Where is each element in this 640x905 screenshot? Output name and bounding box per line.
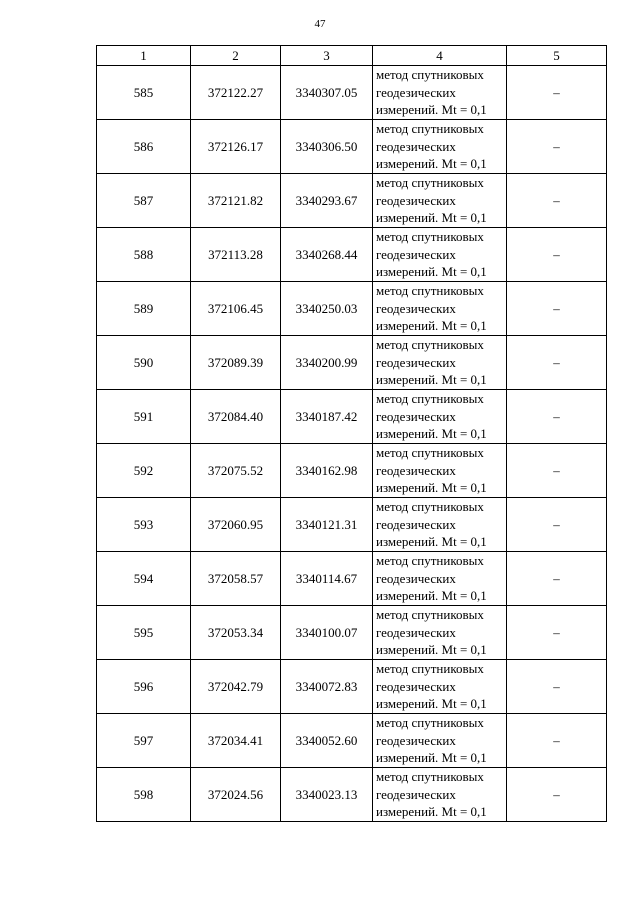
method-description: метод спутниковых геодезических измерений. Mt = 0,1 [373, 498, 507, 552]
y-coordinate: 3340023.13 [281, 768, 373, 822]
method-description: метод спутниковых геодезических измерений. Mt = 0,1 [373, 768, 507, 822]
table-header [97, 46, 607, 66]
note: – [507, 606, 607, 660]
x-coordinate: 372089.39 [191, 336, 281, 390]
point-number: 585 [97, 66, 191, 120]
method-description: метод спутниковых геодезических измерений. Mt = 0,1 [373, 282, 507, 336]
method-description: метод спутниковых геодезических измерений. Mt = 0,1 [373, 714, 507, 768]
note: – [507, 390, 607, 444]
y-coordinate: 3340250.03 [281, 282, 373, 336]
x-coordinate: 372024.56 [191, 768, 281, 822]
point-number: 589 [97, 282, 191, 336]
y-coordinate: 3340162.98 [281, 444, 373, 498]
method-description: метод спутниковых геодезических измерений. Mt = 0,1 [373, 228, 507, 282]
header-col-3: 3 [281, 46, 373, 66]
method-description: метод спутниковых геодезических измерений. Mt = 0,1 [373, 66, 507, 120]
method-description: метод спутниковых геодезических измерений. Mt = 0,1 [373, 606, 507, 660]
method-description: метод спутниковых геодезических измерений. Mt = 0,1 [373, 444, 507, 498]
x-coordinate: 372034.41 [191, 714, 281, 768]
table-row [97, 174, 607, 228]
note: – [507, 120, 607, 174]
y-coordinate: 3340052.60 [281, 714, 373, 768]
note: – [507, 714, 607, 768]
y-coordinate: 3340293.67 [281, 174, 373, 228]
table-row [97, 552, 607, 606]
y-coordinate: 3340268.44 [281, 228, 373, 282]
y-coordinate: 3340187.42 [281, 390, 373, 444]
x-coordinate: 372126.17 [191, 120, 281, 174]
table-row [97, 660, 607, 714]
y-coordinate: 3340100.07 [281, 606, 373, 660]
point-number: 592 [97, 444, 191, 498]
method-description: метод спутниковых геодезических измерений. Mt = 0,1 [373, 660, 507, 714]
header-row [97, 46, 607, 66]
x-coordinate: 372084.40 [191, 390, 281, 444]
method-description: метод спутниковых геодезических измерений. Mt = 0,1 [373, 390, 507, 444]
table-row [97, 228, 607, 282]
note: – [507, 228, 607, 282]
note: – [507, 444, 607, 498]
note: – [507, 174, 607, 228]
point-number: 591 [97, 390, 191, 444]
point-number: 594 [97, 552, 191, 606]
y-coordinate: 3340200.99 [281, 336, 373, 390]
table-row [97, 444, 607, 498]
x-coordinate: 372042.79 [191, 660, 281, 714]
point-number: 586 [97, 120, 191, 174]
table-row [97, 282, 607, 336]
note: – [507, 660, 607, 714]
point-number: 593 [97, 498, 191, 552]
header-col-2: 2 [191, 46, 281, 66]
x-coordinate: 372075.52 [191, 444, 281, 498]
header-col-5: 5 [507, 46, 607, 66]
method-description: метод спутниковых геодезических измерений. Mt = 0,1 [373, 174, 507, 228]
table-row [97, 714, 607, 768]
x-coordinate: 372113.28 [191, 228, 281, 282]
y-coordinate: 3340306.50 [281, 120, 373, 174]
x-coordinate: 372053.34 [191, 606, 281, 660]
table-row [97, 120, 607, 174]
y-coordinate: 3340307.05 [281, 66, 373, 120]
x-coordinate: 372060.95 [191, 498, 281, 552]
note: – [507, 66, 607, 120]
y-coordinate: 3340114.67 [281, 552, 373, 606]
point-number: 595 [97, 606, 191, 660]
note: – [507, 282, 607, 336]
table-row [97, 606, 607, 660]
table-row [97, 66, 607, 120]
header-col-4: 4 [373, 46, 507, 66]
note: – [507, 768, 607, 822]
point-number: 596 [97, 660, 191, 714]
coordinates-table [96, 45, 607, 822]
note: – [507, 498, 607, 552]
table-row [97, 498, 607, 552]
point-number: 587 [97, 174, 191, 228]
point-number: 597 [97, 714, 191, 768]
note: – [507, 552, 607, 606]
y-coordinate: 3340072.83 [281, 660, 373, 714]
point-number: 588 [97, 228, 191, 282]
point-number: 590 [97, 336, 191, 390]
x-coordinate: 372121.82 [191, 174, 281, 228]
x-coordinate: 372058.57 [191, 552, 281, 606]
method-description: метод спутниковых геодезических измерений. Mt = 0,1 [373, 552, 507, 606]
table-row [97, 768, 607, 822]
page-number: 47 [314, 18, 326, 30]
note: – [507, 336, 607, 390]
table-row [97, 336, 607, 390]
header-col-1: 1 [97, 46, 191, 66]
x-coordinate: 372122.27 [191, 66, 281, 120]
method-description: метод спутниковых геодезических измерений. Mt = 0,1 [373, 120, 507, 174]
method-description: метод спутниковых геодезических измерений. Mt = 0,1 [373, 336, 507, 390]
point-number: 598 [97, 768, 191, 822]
table-row [97, 390, 607, 444]
x-coordinate: 372106.45 [191, 282, 281, 336]
table-body [97, 66, 607, 822]
y-coordinate: 3340121.31 [281, 498, 373, 552]
